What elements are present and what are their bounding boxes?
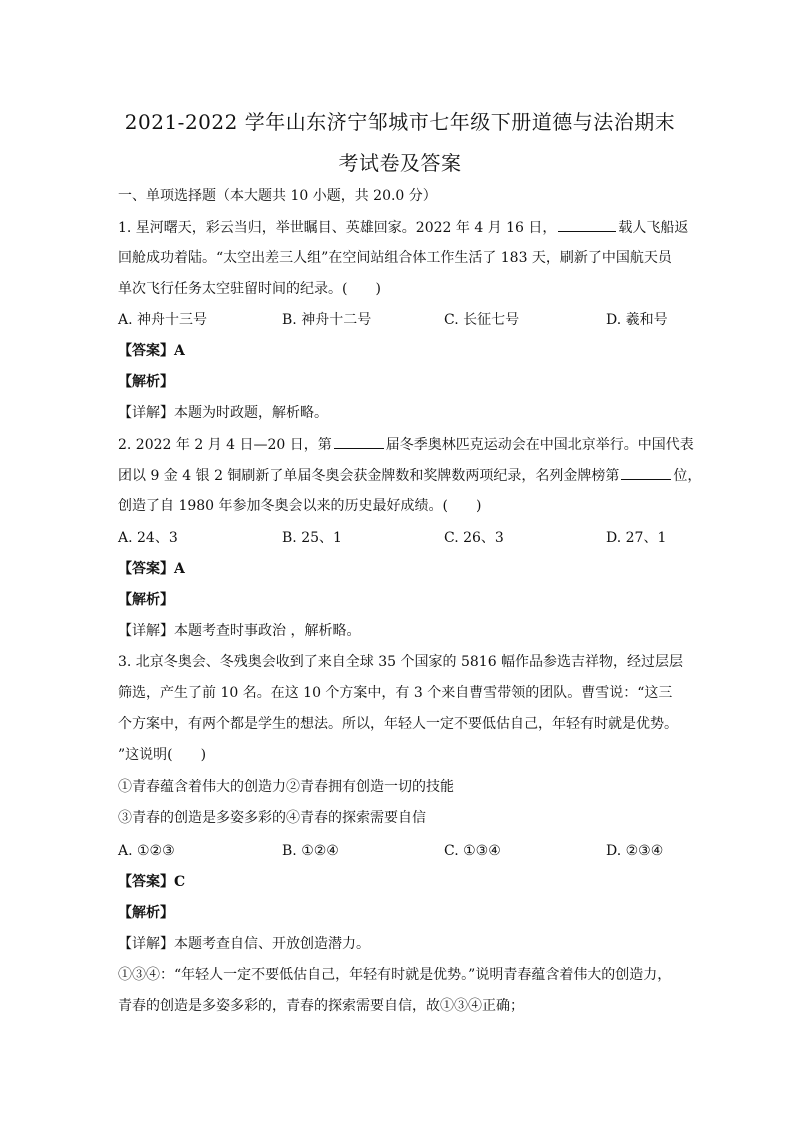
question-3-option-a: A. ①②③	[118, 843, 175, 859]
question-1-line-1: 1. 星河曙天，彩云当归，举世瞩目、英雄回家。2022 年 4 月 16 日， 载人飞船返	[118, 217, 688, 238]
answer-blank	[558, 217, 616, 232]
question-1-answer: 【答案】A	[118, 343, 185, 359]
question-2-option-b: B. 25、1	[282, 530, 342, 546]
document-title-line-1: 2021-2022 学年山东济宁邹城市七年级下册道德与法治期末	[124, 110, 676, 134]
document-title-line-2: 考试卷及答案	[338, 151, 462, 175]
question-3-line-1: 3. 北京冬奥会、冬残奥会收到了来自全球 35 个国家的 5816 幅作品参选吉祥物，经过层层	[118, 654, 684, 670]
question-3-explanation-line-1: ①③④：“年轻人一定不要低估自己，年轻有时就是优势。”说明青春蕴含着伟大的创造力，	[118, 967, 672, 983]
question-3-option-c: C. ①③④	[444, 843, 501, 859]
question-3-answer: 【答案】C	[118, 874, 186, 890]
question-2-option-d: D. 27、1	[606, 530, 667, 546]
question-2-line-2: 团以 9 金 4 银 2 铜刷新了单届冬奥会获金牌数和奖牌数两项纪录，名列金牌榜第 位，	[118, 465, 701, 486]
question-2-detail: 【详解】本题考查时事政治 ，解析略。	[118, 623, 361, 639]
question-1-option-c: C. 长征七号	[444, 312, 520, 328]
question-3-option-b: B. ①②④	[282, 843, 339, 859]
question-1-option-b: B. 神舟十二号	[282, 312, 372, 328]
question-1-line-2: 回舱成功着陆。“太空出差三人组”在空间站组合体工作生活了 183 天，刷新了中国航天员	[118, 250, 672, 266]
question-2-option-a: A. 24、3	[118, 530, 178, 546]
question-3-option-d: D. ②③④	[606, 843, 664, 859]
question-2-line-1: 2. 2022 年 2 月 4 日—20 日，第 届冬季奥林匹克运动会在中国北京举行。中国代表	[118, 434, 694, 455]
question-1-detail: 【详解】本题为时政题，解析略。	[118, 405, 328, 421]
question-3-detail: 【详解】本题考查自信、开放创造潜力。	[118, 936, 370, 952]
question-2-option-c: C. 26、3	[444, 530, 504, 546]
question-3-explanation-line-2: 青春的创造是多姿多彩的，青春的探索需要自信，故①③④正确；	[118, 998, 524, 1014]
answer-blank	[334, 434, 384, 449]
question-3-statement-2: ③青春的创造是多姿多彩的④青春的探索需要自信	[118, 810, 426, 826]
question-2-line-3: 创造了自 1980 年参加冬奥会以来的历史最好成绩。( )	[118, 498, 482, 514]
question-1-option-a: A. 神舟十三号	[118, 312, 208, 328]
question-2-analysis: 【解析】	[118, 592, 174, 608]
question-2-answer: 【答案】A	[118, 561, 185, 577]
question-1-analysis: 【解析】	[118, 374, 174, 390]
question-1-option-d: D. 羲和号	[606, 312, 668, 328]
question-3-statement-1: ①青春蕴含着伟大的创造力②青春拥有创造一切的技能	[118, 779, 454, 795]
question-3-line-2: 筛选，产生了前 10 名。在这 10 个方案中，有 3 个来自曹雪带领的团队。曹雪说：“这三	[118, 685, 673, 701]
question-3-line-3: 个方案中，有两个都是学生的想法。所以，年轻人一定不要低估自己，年轻有时就是优势。	[118, 716, 678, 732]
question-1-line-3: 单次飞行任务太空驻留时间的纪录。( )	[118, 281, 381, 297]
section-heading: 一、单项选择题（本大题共 10 小题，共 20.0 分）	[118, 188, 437, 204]
answer-blank	[621, 465, 671, 480]
question-3-line-4: ”这说明( )	[118, 747, 207, 763]
question-3-analysis: 【解析】	[118, 905, 174, 921]
